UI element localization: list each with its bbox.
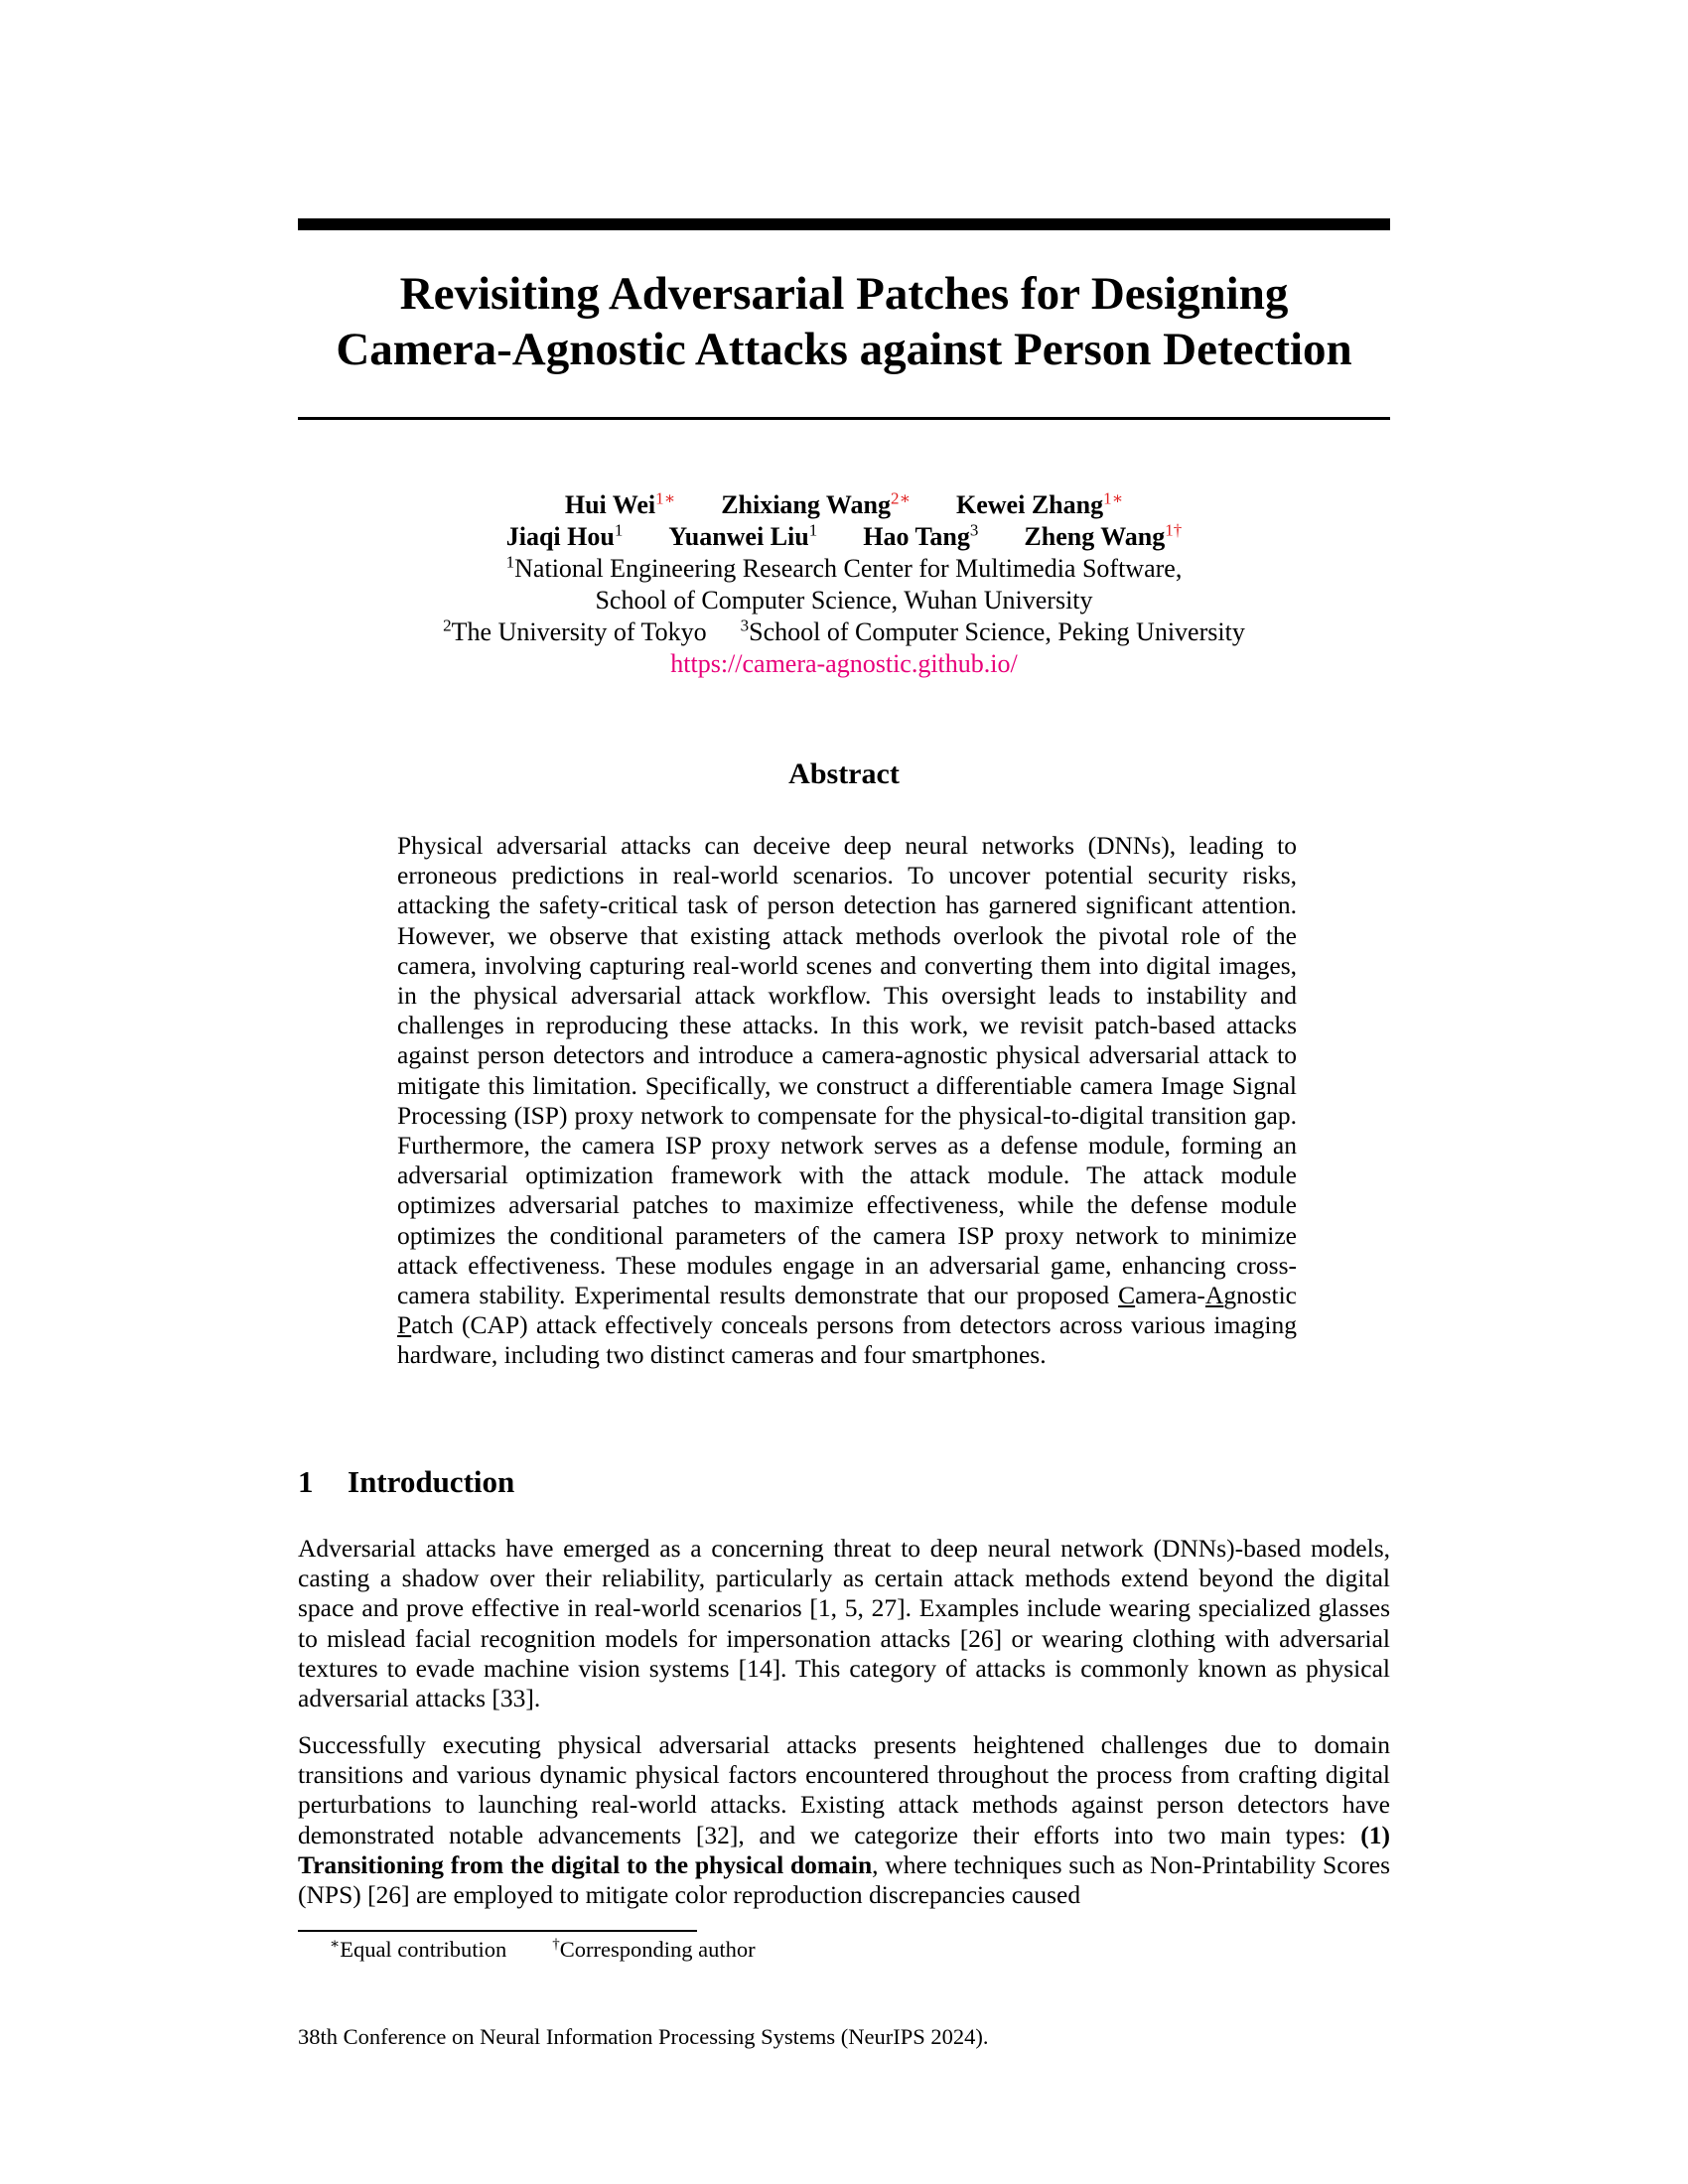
author-mark: 2∗: [890, 488, 912, 508]
project-url-link[interactable]: https://camera-agnostic.github.io/: [670, 649, 1018, 678]
affiliation-1-line-2: School of Computer Science, Wuhan University: [595, 586, 1093, 614]
intro-paragraph-2: Successfully executing physical adversarial attacks presents heightened challenges due to domain transitions and various dynamic physical factors encountered throughout the process from crafting digital perturbations to launching real-world attacks. Existing attack methods against person detectors have demonstrated notable advancements [32], and we categorize their efforts into two main types: (1) Transitioning from the digital to the physical domain, where techniques such as Non-Printability Scores (NPS) [26] are employed to mitigate color reproduction discrepancies caused: [298, 1730, 1390, 1910]
author-name: Kewei Zhang: [956, 490, 1104, 519]
conference-note: 38th Conference on Neural Information Processing Systems (NeurIPS 2024).: [298, 2024, 989, 2049]
author-name: Zheng Wang: [1024, 522, 1166, 551]
author-mark: 1: [808, 520, 818, 540]
author-name: Yuanwei Liu: [668, 522, 809, 551]
intro-paragraph-1: Adversarial attacks have emerged as a concerning threat to deep neural network (DNNs)-based models, casting a shadow over their reliability, particularly as certain attack methods extend beyond the digital space and prove effective in real-world scenarios [1, 5, 27]. Examples include wearing specialized glasses to mislead facial recognition models for impersonation attacks [26] or wearing clothing with adversarial textures to evade machine vision systems [14]. This category of attacks is commonly known as physical adversarial attacks [33].: [298, 1534, 1390, 1713]
author-block: [298, 489, 1390, 680]
section-heading-introduction: [298, 1463, 1390, 1501]
title-top-rule: [298, 218, 1390, 230]
author-mark: 3: [969, 520, 979, 540]
author-name: Zhixiang Wang: [721, 490, 891, 519]
author-name: Hao Tang: [863, 522, 970, 551]
author-name: Hui Wei: [564, 490, 656, 519]
footnotes: ∗Equal contribution †Corresponding author: [330, 1936, 756, 1962]
footnote-equal-contribution: Equal contribution: [340, 1937, 507, 1962]
abstract-heading: Abstract: [788, 757, 900, 790]
author-mark: 1: [614, 520, 624, 540]
author-row-1: [298, 489, 1390, 521]
affiliation-2-3: $^2$The University of Tokyo $^3$School of Computer Science, Peking University: [443, 615, 1245, 646]
section-number: 1: [298, 1464, 314, 1499]
title-bottom-rule: [298, 417, 1390, 420]
author-row-2: [298, 521, 1390, 553]
author-name: Jiaqi Hou: [505, 522, 615, 551]
footnote-rule: [298, 1930, 697, 1932]
author-mark: 1†: [1165, 520, 1183, 540]
author-mark: 1∗: [1103, 488, 1124, 508]
author-mark: 1∗: [655, 488, 676, 508]
abstract-text: Physical adversarial attacks can deceive deep neural networks (DNNs), leading to erroneous predictions in real-world scenarios. To uncover potential security risks, attacking the safety-critical task of person detection has garnered significant attention. However, we observe that existing attack methods overlook the pivotal role of the camera, involving capturing real-world scenes and converting them into digital images, in the physical adversarial attack workflow. This oversight leads to instability and challenges in reproducing these attacks. In this work, we revisit patch-based attacks against person detectors and introduce a camera-agnostic physical adversarial attack to mitigate this limitation. Specifically, we construct a differentiable camera Image Signal Processing (ISP) proxy network to compensate for the physical-to-digital transition gap. Furthermore, the camera ISP proxy network serves as a defense module, forming an adversarial optimization framework with the attack module. The attack module optimizes adversarial patches to maximize effectiveness, while the defense module optimizes the conditional parameters of the camera ISP proxy network to minimize attack effectiveness. These modules engage in an adversarial game, enhancing cross-camera stability. Experimental results demonstrate that our proposed Camera-Agnostic Patch (CAP) attack effectively conceals persons from detectors across various imaging hardware, including two distinct cameras and four smartphones.: [397, 831, 1297, 1370]
section-title: Introduction: [348, 1464, 515, 1499]
footnote-corresponding-author: Corresponding author: [559, 1937, 756, 1962]
affiliation-1-line-1: $^1$National Engineering Research Center for Multimedia Software,: [505, 552, 1183, 583]
title-line-1: Revisiting Adversarial Patches for Designing: [399, 268, 1289, 320]
title-line-2: Camera-Agnostic Attacks against Person Detection: [336, 324, 1352, 375]
paper-title: [298, 266, 1390, 377]
